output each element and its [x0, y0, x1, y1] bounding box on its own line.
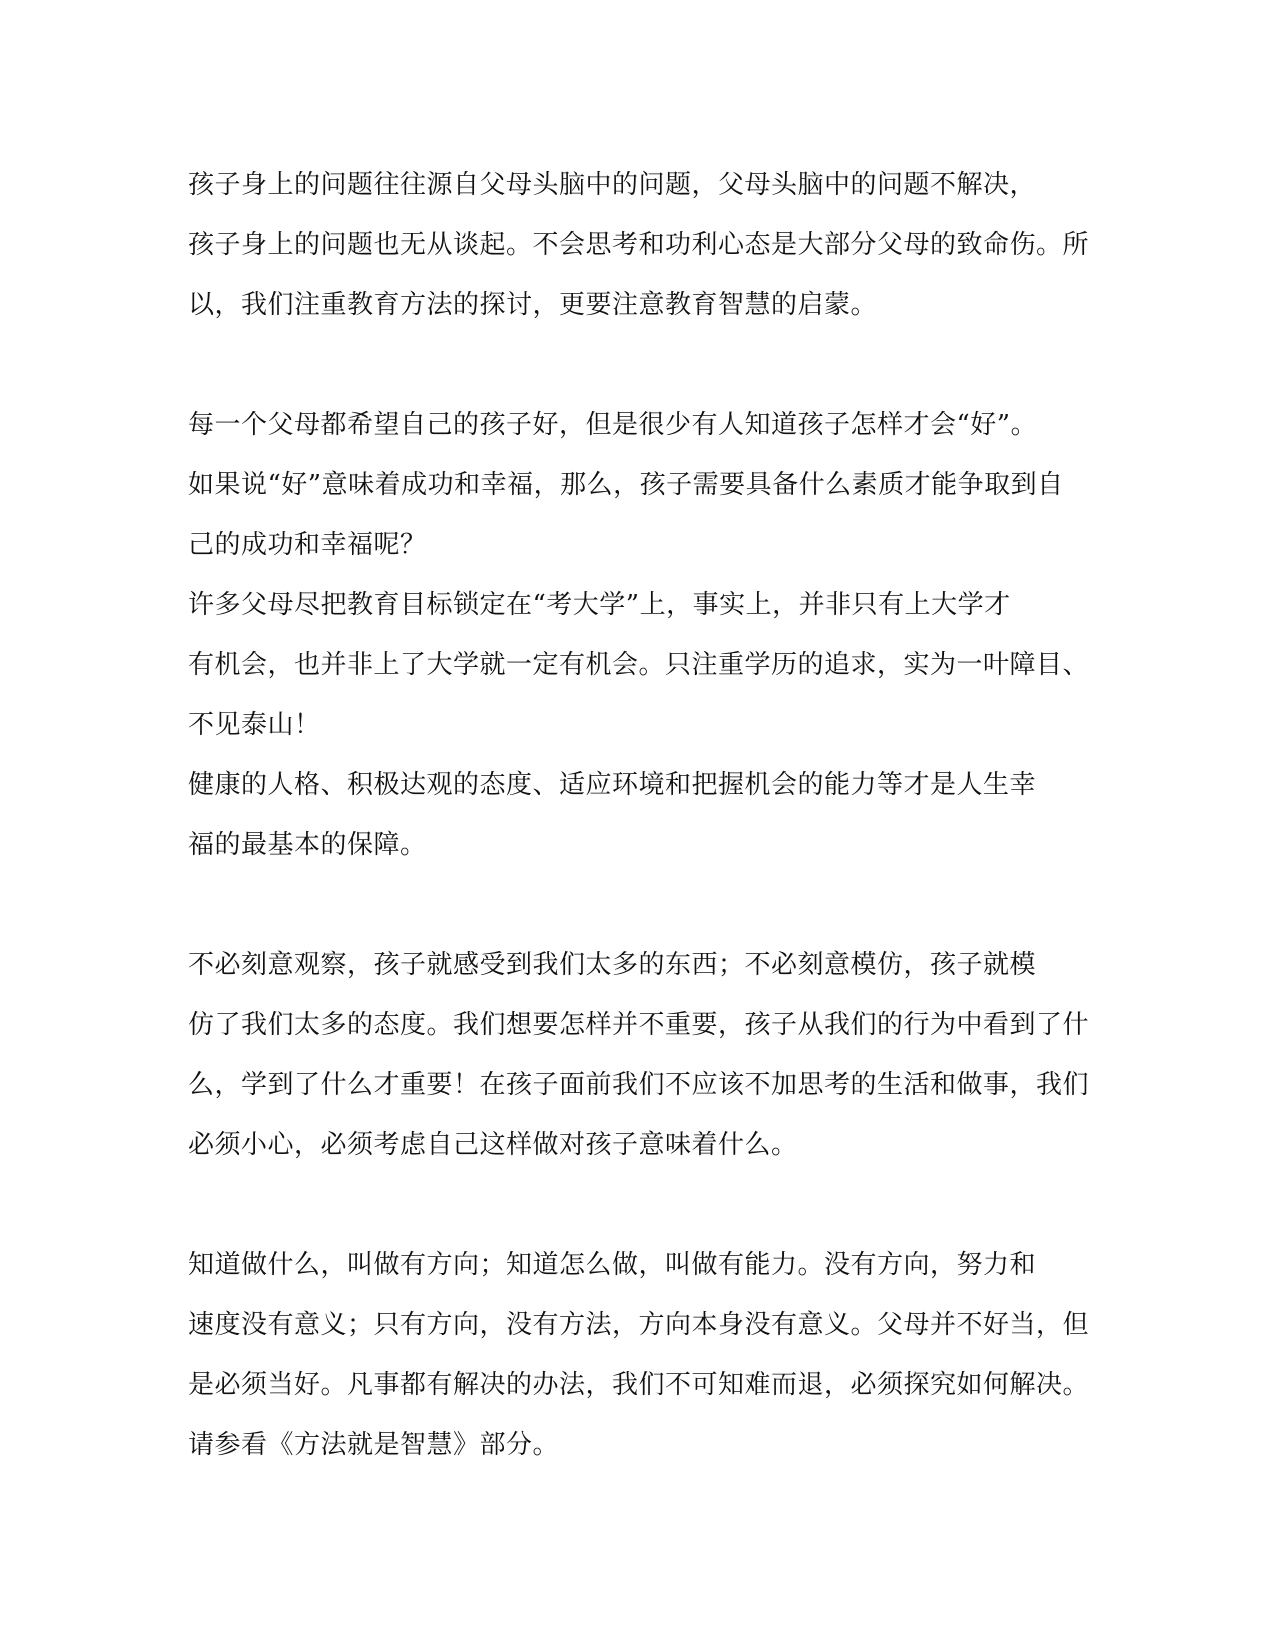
text-line: 请参看《方法就是智慧》部分。	[188, 1430, 560, 1460]
text-line: 仿了我们太多的态度。我们想要怎样并不重要，孩子从我们的行为中看到了什	[188, 1010, 1090, 1040]
text-line: 每一个父母都希望自己的孩子好，但是很少有人知道孩子怎样才会“好”。	[188, 410, 1038, 440]
text-line: 福的最基本的保障。	[188, 830, 427, 860]
text-line: 如果说“好”意味着成功和幸福，那么，孩子需要具备什么素质才能争取到自	[188, 470, 1064, 500]
text-line: 必须小心，必须考虑自己这样做对孩子意味着什么。	[188, 1130, 798, 1160]
text-line: 健康的人格、积极达观的态度、适应环境和把握机会的能力等才是人生幸	[188, 770, 1037, 800]
text-line: 知道做什么，叫做有方向；知道怎么做，叫做有能力。没有方向，努力和	[188, 1250, 1037, 1280]
text-line: 以，我们注重教育方法的探讨，更要注意教育智慧的启蒙。	[188, 290, 878, 320]
text-line: 不见泰山！	[188, 710, 321, 740]
text-line: 许多父母尽把教育目标锁定在“考大学”上，事实上，并非只有上大学才	[188, 590, 1011, 620]
text-line: 己的成功和幸福呢？	[188, 530, 427, 560]
text-line: 有机会，也并非上了大学就一定有机会。只注重学历的追求，实为一叶障目、	[188, 650, 1090, 680]
text-line: 是必须当好。凡事都有解决的办法，我们不可知难而退，必须探究如何解决。	[188, 1370, 1090, 1400]
text-line: 孩子身上的问题往往源自父母头脑中的问题，父母头脑中的问题不解决，	[188, 170, 1037, 200]
text-line: 速度没有意义；只有方向，没有方法，方向本身没有意义。父母并不好当，但	[188, 1310, 1090, 1340]
text-line: 不必刻意观察，孩子就感受到我们太多的东西；不必刻意模仿，孩子就模	[188, 950, 1037, 980]
text-line: 么，学到了什么才重要！在孩子面前我们不应该不加思考的生活和做事，我们	[188, 1070, 1090, 1100]
text-line: 孩子身上的问题也无从谈起。不会思考和功利心态是大部分父母的致命伤。所	[188, 230, 1090, 260]
